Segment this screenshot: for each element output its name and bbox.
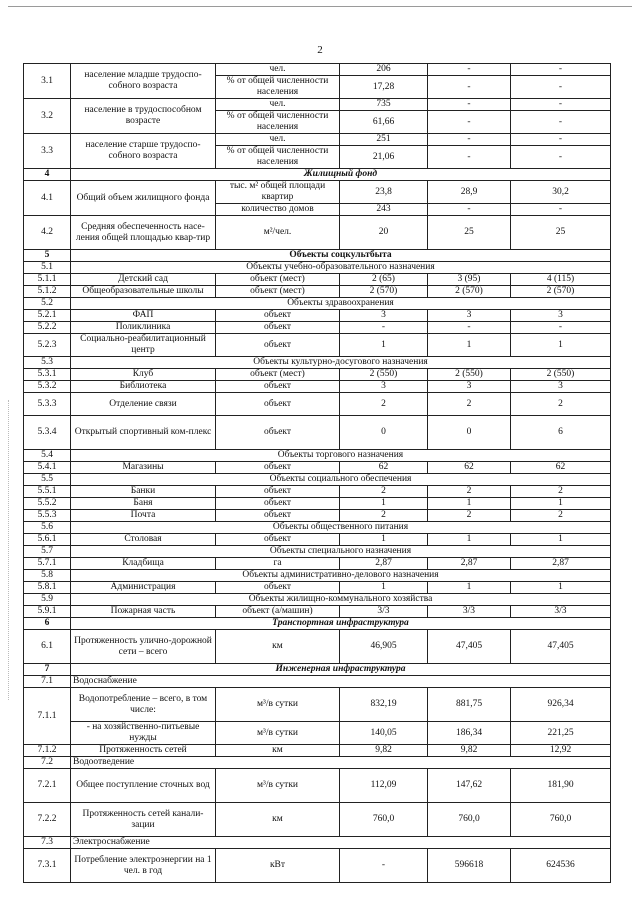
table-row — [24, 486, 611, 498]
row-number: 5.9 — [24, 594, 71, 606]
unit-cell: объект — [216, 534, 340, 546]
indicator-name: Протяженность сетей канали-зации — [71, 803, 216, 837]
indicator-name: Социально-реабилитационный центр — [71, 334, 216, 357]
indicator-name: Магазины — [71, 462, 216, 474]
value-cell: 25 — [511, 216, 611, 250]
value-cell: 4 (115) — [511, 274, 611, 286]
unit-cell: объект — [216, 582, 340, 594]
row-number: 5.3.1 — [24, 369, 71, 381]
value-cell: 2 (65) — [340, 274, 428, 286]
value-cell: 112,09 — [340, 769, 428, 803]
value-cell: 9,82 — [340, 745, 428, 757]
page-number: 2 — [317, 44, 323, 56]
section-row — [24, 664, 611, 676]
row-number: 5.1.1 — [24, 274, 71, 286]
unit-cell: объект — [216, 416, 340, 450]
value-cell: 47,405 — [428, 630, 511, 664]
value-cell: 3 — [511, 310, 611, 322]
value-cell: 23,8 — [340, 181, 428, 204]
indicator-name: население в трудоспособном возрасте — [71, 99, 216, 134]
value-cell: - — [428, 111, 511, 134]
value-cell: 1 — [428, 582, 511, 594]
value-cell: 21,06 — [340, 146, 428, 169]
section-number: 6 — [24, 618, 71, 630]
value-cell: - — [428, 322, 511, 334]
row-number: 7.2 — [24, 757, 71, 769]
row-number: 7.1.2 — [24, 745, 71, 757]
indicator-name: Потребление электроэнергии на 1 чел. в год — [71, 849, 216, 883]
value-cell: 62 — [511, 462, 611, 474]
row-number: 6.1 — [24, 630, 71, 664]
unit-cell: количество домов — [216, 204, 340, 216]
unit-cell: объект — [216, 322, 340, 334]
table-row — [24, 393, 611, 416]
value-cell: 0 — [340, 416, 428, 450]
indicator-name: Библиотека — [71, 381, 216, 393]
indicator-name: Кладбища — [71, 558, 216, 570]
value-cell: 181,90 — [511, 769, 611, 803]
value-cell: 2 (570) — [428, 286, 511, 298]
value-cell: 2,87 — [511, 558, 611, 570]
value-cell: - — [340, 849, 428, 883]
value-cell: - — [511, 204, 611, 216]
table-row — [24, 322, 611, 334]
table-row — [24, 286, 611, 298]
subsection-row — [24, 474, 611, 486]
row-number: 5.6 — [24, 522, 71, 534]
subsection-row — [24, 262, 611, 274]
row-number: 5.7 — [24, 546, 71, 558]
table-row — [24, 510, 611, 522]
table-row — [24, 558, 611, 570]
value-cell: 760,0 — [340, 803, 428, 837]
value-cell: 3 — [428, 310, 511, 322]
unit-cell: % от общей численности населения — [216, 76, 340, 99]
unit-cell: м³/в сутки — [216, 688, 340, 722]
row-number: 3.3 — [24, 134, 71, 169]
value-cell: 20 — [340, 216, 428, 250]
value-cell: 2 (570) — [340, 286, 428, 298]
table-row — [24, 630, 611, 664]
value-cell: 2,87 — [428, 558, 511, 570]
subsection-title: Объекты учебно-образовательного назначения — [71, 262, 611, 274]
unit-cell: объект — [216, 510, 340, 522]
value-cell: 596618 — [428, 849, 511, 883]
row-number: 5.3.4 — [24, 416, 71, 450]
row-number: 5.5.2 — [24, 498, 71, 510]
table-row — [24, 849, 611, 883]
indicators-table — [23, 63, 611, 883]
subsection-title: Объекты культурно-досугового назначения — [71, 357, 611, 369]
value-cell: 12,92 — [511, 745, 611, 757]
table-row — [24, 534, 611, 546]
value-cell: - — [511, 322, 611, 334]
value-cell: 832,19 — [340, 688, 428, 722]
value-cell: 2 — [511, 510, 611, 522]
indicator-name: Протяженность улично-дорожной сети – всего — [71, 630, 216, 664]
value-cell: 25 — [428, 216, 511, 250]
value-cell: 3/3 — [340, 606, 428, 618]
indicator-name: население старше трудоспо-собного возраста — [71, 134, 216, 169]
value-cell: 2 — [340, 510, 428, 522]
indicator-name: Открытый спортивный ком-плекс — [71, 416, 216, 450]
row-number: 5.7.1 — [24, 558, 71, 570]
value-cell: 2 — [428, 510, 511, 522]
value-cell: 147,62 — [428, 769, 511, 803]
subsection-row — [24, 522, 611, 534]
row-number: 7.2.2 — [24, 803, 71, 837]
unit-cell: объект — [216, 486, 340, 498]
value-cell: 3/3 — [428, 606, 511, 618]
value-cell: 2 — [511, 393, 611, 416]
unit-cell: объект — [216, 393, 340, 416]
indicator-name: Поликлиника — [71, 322, 216, 334]
value-cell: 1 — [340, 582, 428, 594]
row-number: 3.2 — [24, 99, 71, 134]
table-row — [24, 334, 611, 357]
row-number: 7.3.1 — [24, 849, 71, 883]
table-row — [24, 369, 611, 381]
value-cell: 2 — [340, 393, 428, 416]
unit-cell: % от общей численности населения — [216, 146, 340, 169]
row-number: 7.2.1 — [24, 769, 71, 803]
section-number: 7 — [24, 664, 71, 676]
value-cell: 1 — [340, 498, 428, 510]
row-number: 4.1 — [24, 181, 71, 216]
unit-cell: объект (мест) — [216, 369, 340, 381]
indicator-name: Банки — [71, 486, 216, 498]
row-number: 5.8 — [24, 570, 71, 582]
subsection-title: Объекты специального назначения — [71, 546, 611, 558]
row-number: 5.9.1 — [24, 606, 71, 618]
value-cell: 2 (570) — [511, 286, 611, 298]
row-number: 5.1 — [24, 262, 71, 274]
unit-cell: чел. — [216, 99, 340, 111]
row-number: 5.3.3 — [24, 393, 71, 416]
unit-cell: объект — [216, 498, 340, 510]
indicator-name: Столовая — [71, 534, 216, 546]
indicator-name: Водопотребление – всего, в том числе: — [71, 688, 216, 722]
subsection-title: Объекты здравоохранения — [71, 298, 611, 310]
value-cell: 243 — [340, 204, 428, 216]
subsection-title: Электроснабжение — [71, 837, 611, 849]
row-number: 5.5.1 — [24, 486, 71, 498]
value-cell: 1 — [428, 498, 511, 510]
value-cell: 17,28 — [340, 76, 428, 99]
value-cell: 46,905 — [340, 630, 428, 664]
indicator-name: Клуб — [71, 369, 216, 381]
indicator-name: Детский сад — [71, 274, 216, 286]
row-number: 5.2.1 — [24, 310, 71, 322]
row-number: 5.2.2 — [24, 322, 71, 334]
value-cell: 3 — [428, 381, 511, 393]
table-row — [24, 216, 611, 250]
section-row — [24, 250, 611, 262]
table-row — [24, 688, 611, 722]
section-row — [24, 618, 611, 630]
subsection-title: Водоотведение — [71, 757, 611, 769]
value-cell: - — [511, 146, 611, 169]
unit-cell: км — [216, 745, 340, 757]
table-row — [24, 769, 611, 803]
indicator-name: Протяженность сетей — [71, 745, 216, 757]
unit-cell: объект (мест) — [216, 274, 340, 286]
value-cell: 3 — [511, 381, 611, 393]
value-cell: - — [511, 76, 611, 99]
value-cell: 47,405 — [511, 630, 611, 664]
row-number: 5.8.1 — [24, 582, 71, 594]
subsection-row — [24, 450, 611, 462]
subsection-row — [24, 837, 611, 849]
table-row — [24, 381, 611, 393]
subsection-row — [24, 546, 611, 558]
value-cell: - — [511, 111, 611, 134]
value-cell: 926,34 — [511, 688, 611, 722]
subsection-row — [24, 594, 611, 606]
unit-cell: км — [216, 803, 340, 837]
subsection-row — [24, 357, 611, 369]
row-number: 5.5 — [24, 474, 71, 486]
indicator-name: ФАП — [71, 310, 216, 322]
value-cell: 61,66 — [340, 111, 428, 134]
value-cell: - — [428, 99, 511, 111]
value-cell: 2 (550) — [428, 369, 511, 381]
value-cell: 3 — [340, 381, 428, 393]
indicator-name: Баня — [71, 498, 216, 510]
value-cell: 0 — [428, 416, 511, 450]
table-row — [24, 64, 611, 76]
table-row — [24, 181, 611, 204]
value-cell: 1 — [340, 334, 428, 357]
indicator-name: Общее поступление сточных вод — [71, 769, 216, 803]
table-row — [24, 462, 611, 474]
unit-cell: объект — [216, 381, 340, 393]
value-cell: 735 — [340, 99, 428, 111]
unit-cell: объект (а/машин) — [216, 606, 340, 618]
row-number: 5.3 — [24, 357, 71, 369]
unit-cell: км — [216, 630, 340, 664]
unit-cell: га — [216, 558, 340, 570]
section-title: Транспортная инфраструктура — [71, 618, 611, 630]
unit-cell: % от общей численности населения — [216, 111, 340, 134]
value-cell: 1 — [511, 582, 611, 594]
subsection-title: Объекты административно-делового назначения — [71, 570, 611, 582]
value-cell: - — [428, 204, 511, 216]
subsection-row — [24, 757, 611, 769]
indicator-name: Администрация — [71, 582, 216, 594]
subsection-row — [24, 570, 611, 582]
subsection-title: Водоснабжение — [71, 676, 611, 688]
section-title: Объекты соцкультбыта — [71, 250, 611, 262]
indicator-name: - на хозяйственно-питьевые нужды — [71, 722, 216, 745]
scan-top-edge — [8, 6, 632, 7]
unit-cell: чел. — [216, 64, 340, 76]
unit-cell: м³/в сутки — [216, 722, 340, 745]
table-row — [24, 498, 611, 510]
unit-cell: объект — [216, 334, 340, 357]
value-cell: 2,87 — [340, 558, 428, 570]
section-row — [24, 169, 611, 181]
row-number: 5.2.3 — [24, 334, 71, 357]
value-cell: 1 — [511, 534, 611, 546]
value-cell: 1 — [428, 534, 511, 546]
value-cell: 760,0 — [511, 803, 611, 837]
unit-cell: кВт — [216, 849, 340, 883]
row-number: 7.1.1 — [24, 688, 71, 745]
value-cell: 62 — [340, 462, 428, 474]
value-cell: 1 — [511, 498, 611, 510]
value-cell: 624536 — [511, 849, 611, 883]
row-number: 5.4 — [24, 450, 71, 462]
value-cell: 1 — [511, 334, 611, 357]
value-cell: 2 (550) — [340, 369, 428, 381]
subsection-title: Объекты жилищно-коммунального хозяйства — [71, 594, 611, 606]
value-cell: 2 — [340, 486, 428, 498]
value-cell: 2 (550) — [511, 369, 611, 381]
value-cell: 2 — [511, 486, 611, 498]
row-number: 5.4.1 — [24, 462, 71, 474]
table-row — [24, 310, 611, 322]
subsection-row — [24, 676, 611, 688]
row-number: 4.2 — [24, 216, 71, 250]
unit-cell: чел. — [216, 134, 340, 146]
value-cell: 1 — [340, 534, 428, 546]
value-cell: 6 — [511, 416, 611, 450]
value-cell: 760,0 — [428, 803, 511, 837]
section-title: Жилищный фонд — [71, 169, 611, 181]
value-cell: 30,2 — [511, 181, 611, 204]
table-row — [24, 274, 611, 286]
row-number: 5.5.3 — [24, 510, 71, 522]
indicator-name: население младше трудоспо-собного возраста — [71, 64, 216, 99]
value-cell: - — [511, 134, 611, 146]
value-cell: 9,82 — [428, 745, 511, 757]
value-cell: 140,05 — [340, 722, 428, 745]
indicator-name: Общий объем жилищного фонда — [71, 181, 216, 216]
value-cell: 3 (95) — [428, 274, 511, 286]
value-cell: 186,34 — [428, 722, 511, 745]
table-row — [24, 99, 611, 111]
value-cell: 2 — [428, 393, 511, 416]
value-cell: - — [340, 322, 428, 334]
indicator-name: Отделение связи — [71, 393, 216, 416]
section-number: 5 — [24, 250, 71, 262]
unit-cell: объект (мест) — [216, 286, 340, 298]
table-row — [24, 582, 611, 594]
unit-cell: объект — [216, 462, 340, 474]
value-cell: 251 — [340, 134, 428, 146]
subsection-title: Объекты торгового назначения — [71, 450, 611, 462]
value-cell: 1 — [428, 334, 511, 357]
value-cell: 3/3 — [511, 606, 611, 618]
indicator-name: Пожарная часть — [71, 606, 216, 618]
value-cell: 3 — [340, 310, 428, 322]
scan-left-edge — [8, 400, 9, 700]
unit-cell: тыс. м² общей площади квартир — [216, 181, 340, 204]
row-number: 5.1.2 — [24, 286, 71, 298]
table-row — [24, 606, 611, 618]
section-number: 4 — [24, 169, 71, 181]
subsection-title: Объекты социального обеспечения — [71, 474, 611, 486]
table-row — [24, 803, 611, 837]
section-title: Инженерная инфраструктура — [71, 664, 611, 676]
value-cell: - — [511, 99, 611, 111]
unit-cell: м²/чел. — [216, 216, 340, 250]
table-row — [24, 134, 611, 146]
row-number: 7.1 — [24, 676, 71, 688]
value-cell: - — [428, 134, 511, 146]
value-cell: - — [428, 76, 511, 99]
row-number: 5.2 — [24, 298, 71, 310]
value-cell: - — [511, 64, 611, 76]
indicator-name: Средняя обеспеченность насе-ления общей площадью квар-тир — [71, 216, 216, 250]
subsection-row — [24, 298, 611, 310]
row-number: 7.3 — [24, 837, 71, 849]
value-cell: 2 — [428, 486, 511, 498]
value-cell: - — [428, 146, 511, 169]
row-number: 5.6.1 — [24, 534, 71, 546]
value-cell: 881,75 — [428, 688, 511, 722]
value-cell: 28,9 — [428, 181, 511, 204]
value-cell: - — [428, 64, 511, 76]
row-number: 5.3.2 — [24, 381, 71, 393]
table-row — [24, 416, 611, 450]
indicator-name: Почта — [71, 510, 216, 522]
value-cell: 206 — [340, 64, 428, 76]
table-row — [24, 745, 611, 757]
indicator-name: Общеобразовательные школы — [71, 286, 216, 298]
unit-cell: объект — [216, 310, 340, 322]
subsection-title: Объекты общественного питания — [71, 522, 611, 534]
row-number: 3.1 — [24, 64, 71, 99]
unit-cell: м³/в сутки — [216, 769, 340, 803]
value-cell: 62 — [428, 462, 511, 474]
table-row — [24, 722, 611, 745]
value-cell: 221,25 — [511, 722, 611, 745]
